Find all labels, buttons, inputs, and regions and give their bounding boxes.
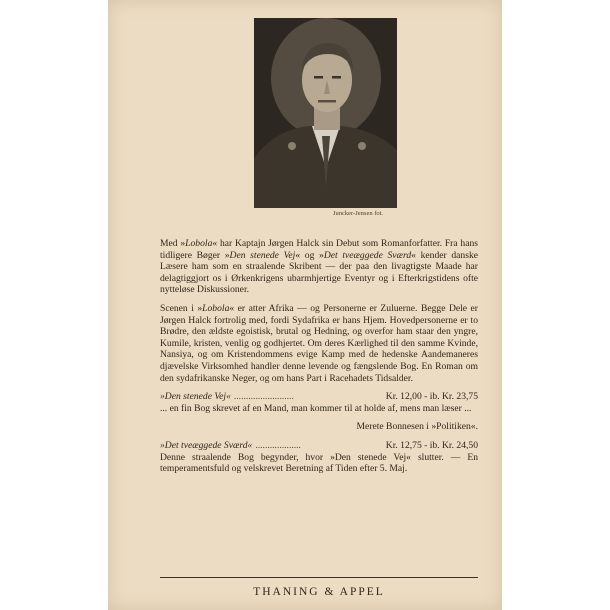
text-run: « har Kaptajn Jørgen Halck sin Debut som Romanforfatter. Fra hans tidligere Bøger » (160, 238, 478, 261)
divider-rule (160, 577, 478, 578)
publisher-name: THANING & APPEL (253, 586, 385, 598)
leader-dots: ................... (255, 439, 301, 451)
book-price: Kr. 12,75 - ib. Kr. 24,50 (385, 439, 478, 451)
book-description: Denne straalende Bog begynder, hvor »Den stenede Vej« slutter. — En temperamentsfuld og velskrevet Beretning af Tiden efter 5. Maj. (160, 451, 478, 475)
text-run: « er atter Afrika — og Personerne er Zuluerne. Begge Dele er Jørgen Halck fortrolig med, fordi Sydafrika er hans Hjem. Hovedpersonerne er to Brødre, den ældste egoistisk, brutal og Hedning, og overfor ham staar den yngre, Kumile, kristen, venlig og godhjertet. Om deres Kærlighed til den samme Kvinde, Nansiya, og om Kristendommens evige Kamp med de hedenske Aandemaneres djævelske Virksomhed handler denne levende og fængslende Bog. En Roman om den sydafrikanske Neger, og om hans Part i Racehadets Tidsalder. (160, 302, 479, 384)
book-jacket-page (108, 0, 502, 610)
text-run: « kender danske Læsere ham som en straalende Skribent — der paa den livagtigste Maade har delagtiggjort os i Ørkenkrigens ubarmhjertige Eventyr og i Efterkrigstidens ofte nytteløse Diskussioner. (160, 249, 478, 296)
review-attribution: Merete Bonnesen i »Politiken«. (356, 421, 478, 433)
book-title: »Den stenede Vej« (160, 391, 231, 403)
leader-dots: ......................... (233, 391, 294, 403)
italic-title-run: Lobola (202, 302, 230, 314)
text-run: « og » (295, 249, 324, 261)
italic-title-run: Det tveæggede Sværd (323, 249, 412, 261)
blurb-paragraph-2 (160, 303, 478, 384)
portrait-drawing (254, 18, 397, 208)
photo-credit: Juncker-Jensen fot. (333, 210, 384, 217)
review-quote: ... en fin Bog skrevet af en Mand, man kommer til at holde af, mens man læser ... (160, 402, 472, 414)
text-run: Med » (160, 238, 186, 249)
blurb-paragraph-1 (160, 238, 478, 296)
book-title: »Det tveæggede Sværd« (160, 439, 253, 451)
book-price: Kr. 12,00 - ib. Kr. 23,75 (385, 391, 478, 403)
book-listing-2 (160, 440, 478, 475)
italic-title-run: Den stenede Vej (229, 249, 296, 261)
author-portrait-photo (254, 18, 397, 208)
jacket-blurb (160, 238, 478, 482)
italic-title-run: Lobola (185, 238, 213, 249)
text-run: Scenen i » (160, 302, 203, 314)
book-listing-1 (160, 391, 478, 433)
